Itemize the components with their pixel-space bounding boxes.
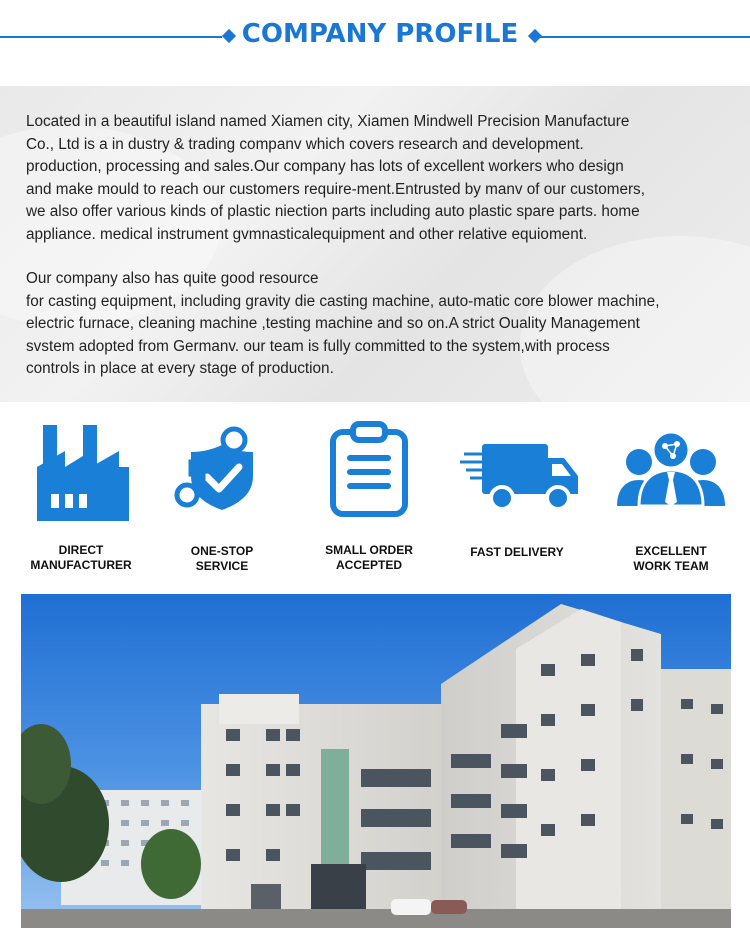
text-line: Our company also has quite good resource <box>26 270 319 287</box>
intro-paragraph-1 <box>26 111 738 247</box>
feature-label <box>294 543 444 573</box>
feature-label <box>596 544 746 574</box>
label-line: SMALL ORDER <box>325 543 413 557</box>
label-line: SERVICE <box>195 559 249 573</box>
label-line: WORK TEAM <box>633 559 709 573</box>
header-rule-right <box>540 36 750 38</box>
text-line: Located in a beautiful island named Xiamen city, Xiamen Mindwell Precision Manufacture <box>26 113 630 130</box>
factory-building-photo <box>21 594 731 928</box>
delivery-truck-icon <box>442 410 592 530</box>
text-line: for casting equipment, including gravity die casting machine, auto-matic core blower machine, <box>26 292 660 310</box>
intro-paragraph-2 <box>26 268 738 381</box>
text-line: appliance. medical instrument gvmnasticalequipment and other relative equioment. <box>26 225 588 243</box>
label-line: ONE-STOP <box>190 544 254 558</box>
text-line: production, processing and sales.Our company has lots of excellent workers who design <box>26 158 624 176</box>
header-rule-left <box>0 36 222 38</box>
text-line: svstem adopted from Germanv. our team is fully committed to the system,with process <box>26 337 610 355</box>
label-line: DIRECT <box>58 543 104 557</box>
feature-row <box>0 410 750 585</box>
label-line: FAST DELIVERY <box>470 545 564 559</box>
team-icon <box>596 410 746 530</box>
label-line: MANUFACTURER <box>30 558 132 572</box>
page-header <box>0 0 750 86</box>
header-diamond-left <box>222 29 236 43</box>
text-line: and make mould to reach our customers require-ment.Entrusted by manv of our customers, <box>26 180 645 198</box>
clipboard-list-icon <box>294 410 444 530</box>
text-line: controls in place at every stage of production. <box>26 360 334 378</box>
feature-label <box>6 543 156 573</box>
text-line: electric furnace, cleaning machine ,testing machine and so on.A strict Ouality Management <box>26 315 640 333</box>
shield-check-network-icon <box>147 410 297 530</box>
label-line: ACCEPTED <box>335 558 402 572</box>
text-line: Co., Ltd is a in dustry & trading companv which covers research and development. <box>26 135 584 153</box>
feature-label <box>442 545 592 560</box>
feature-label <box>147 544 297 574</box>
factory-icon <box>6 410 156 530</box>
page-title: COMPANY PROFILE <box>241 19 519 49</box>
company-intro <box>0 86 750 402</box>
text-line: we also offer various kinds of plastic niection parts including auto plastic spare parts. home <box>26 203 640 221</box>
label-line: EXCELLENT <box>635 544 707 558</box>
